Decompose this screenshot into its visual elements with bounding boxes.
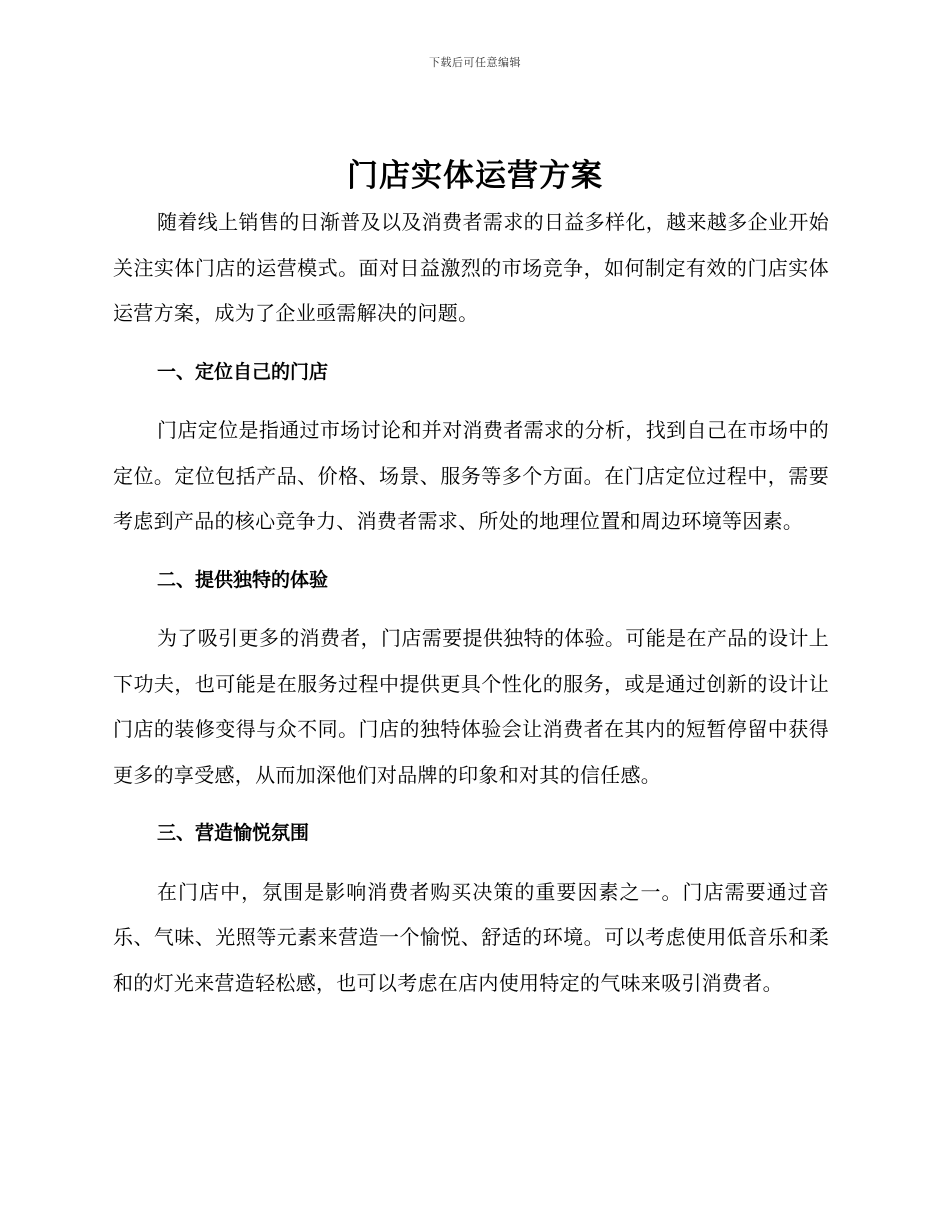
section-heading-positioning: 一、定位自己的门店 — [157, 360, 329, 383]
section-heading-experience: 二、提供独特的体验 — [157, 568, 329, 591]
section-heading-atmosphere: 三、营造愉悦氛围 — [157, 822, 310, 844]
document-title: 门店实体运营方案 — [347, 158, 603, 194]
document-body — [113, 200, 829, 1006]
section-body-experience: 为了吸引更多的消费者，门店需要提供独特的体验。可能是在产品的设计上下功夫，也可能是在服务过程中提供更具个性化的服务，或是通过创新的设计让门店的装修变得与众不同。门店的独特体验会让消费者在其内的短暂停留中获得更多的享受感，从而加深他们对品牌的印象和对其的信任感。 — [113, 626, 829, 787]
header-note: 下载后可任意编辑 — [429, 56, 521, 69]
section-body-positioning: 门店定位是指通过市场讨论和并对消费者需求的分析，找到自己在市场中的定位。定位包括产品、价格、场景、服务等多个方面。在门店定位过程中，需要考虑到产品的核心竞争力、消费者需求、所处的地理位置和周边环境等因素。 — [113, 418, 829, 533]
section-body-atmosphere: 在门店中，氛围是影响消费者购买决策的重要因素之一。门店需要通过音乐、气味、光照等元素来营造一个愉悦、舒适的环境。可以考虑使用低音乐和柔和的灯光来营造轻松感，也可以考虑在店内使用特定的气味来吸引消费者。 — [113, 879, 829, 995]
intro-paragraph: 随着线上销售的日渐普及以及消费者需求的日益多样化，越来越多企业开始关注实体门店的运营模式。面对日益激烈的市场竞争，如何制定有效的门店实体运营方案，成为了企业亟需解决的问题。 — [113, 210, 829, 325]
